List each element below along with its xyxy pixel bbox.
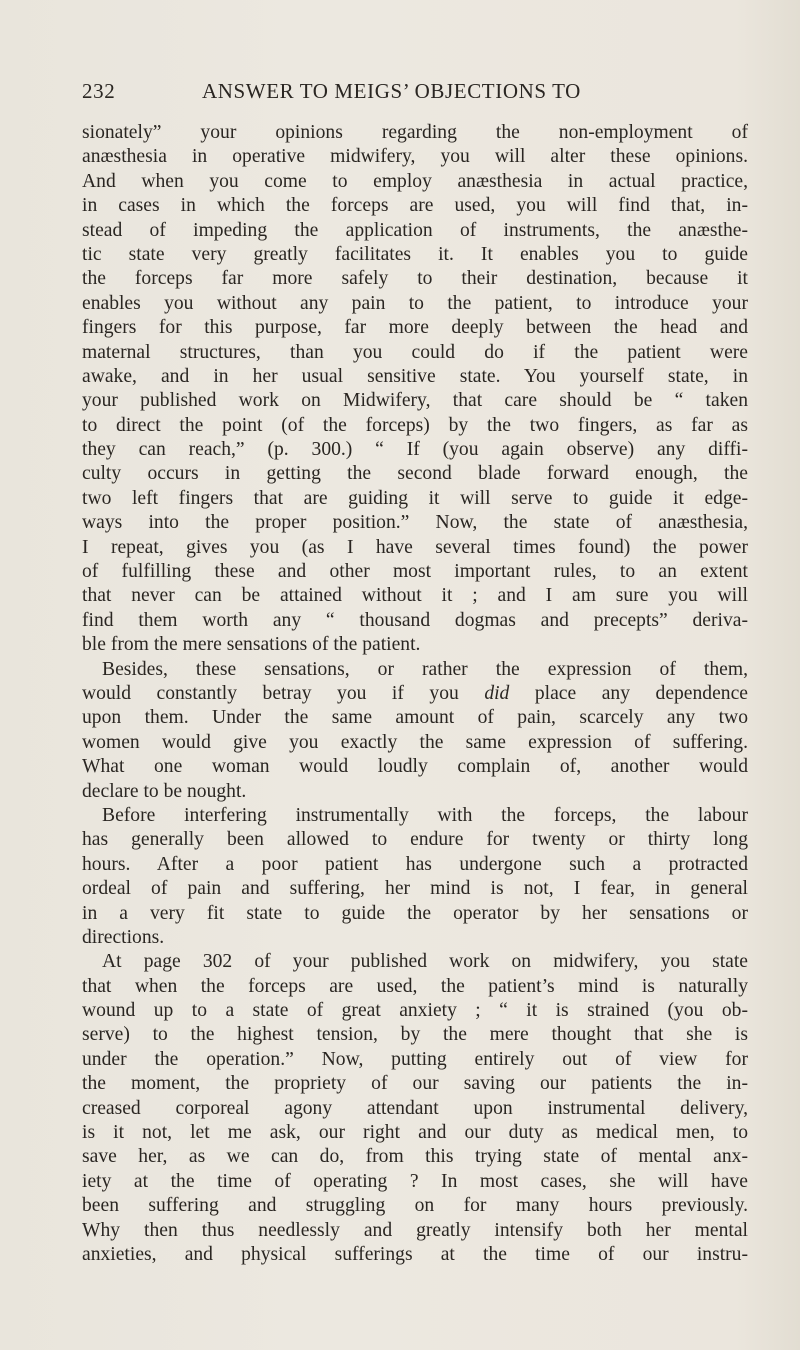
- text-line: iety at the time of operating ? In most cases, she will have: [82, 1170, 748, 1192]
- text-line: creased corporeal agony attendant upon instrumental delivery,: [82, 1097, 748, 1119]
- text-line: anxieties, and physical sufferings at the time of our instru-: [82, 1243, 748, 1265]
- text-line: ordeal of pain and suffering, her mind is not, I fear, in general: [82, 878, 748, 900]
- text-line: in a very fit state to guide the operator by her sensations or: [82, 902, 748, 924]
- text-line: in cases in which the forceps are used, you will find that, in-: [82, 195, 748, 217]
- text-line: save her, as we can do, from this trying state of mental anx-: [82, 1146, 748, 1168]
- text-line: hours. After a poor patient has undergone such a protracted: [82, 853, 748, 875]
- page-number: 232: [82, 79, 116, 103]
- text-line: the forceps far more safely to their destination, because it: [82, 268, 748, 290]
- text-line: two left fingers that are guiding it will serve to guide it edge-: [82, 487, 748, 509]
- text-line: upon them. Under the same amount of pain, scarcely any two: [82, 707, 748, 729]
- running-head: ANSWER TO MEIGS’ OBJECTIONS TO: [202, 79, 581, 103]
- text-line: Before interfering instrumentally with the forceps, the labour: [102, 804, 748, 826]
- text-line: fingers for this purpose, far more deeply between the head and: [82, 317, 748, 339]
- text-line: culty occurs in getting the second blade forward enough, the: [82, 463, 748, 485]
- text-line: anæsthesia in operative midwifery, you will alter these opinions.: [82, 146, 748, 168]
- text-line: tic state very greatly facilitates it. It enables you to guide: [82, 243, 748, 265]
- text-line: ways into the proper position.” Now, the state of anæsthesia,: [82, 512, 748, 534]
- text-line: been suffering and struggling on for many hours previously.: [82, 1195, 748, 1217]
- text-line: they can reach,” (p. 300.) “ If (you again observe) any diffi-: [82, 439, 748, 461]
- text-line: sionately” your opinions regarding the non-employment of: [82, 122, 748, 143]
- text-line: the moment, the propriety of our saving our patients the in-: [82, 1073, 748, 1095]
- body-text: [82, 121, 748, 1267]
- text-line: What one woman would loudly complain of, another would: [82, 756, 748, 778]
- text-line: Why then thus needlessly and greatly intensify both her mental: [82, 1219, 748, 1241]
- text-line: of fulfilling these and other most important rules, to an extent: [82, 561, 748, 583]
- text-line: Besides, these sensations, or rather the expression of them,: [102, 658, 748, 680]
- text-line: directions.: [82, 926, 165, 948]
- text-line: And when you come to employ anæsthesia in actual practice,: [82, 170, 748, 192]
- text-line: is it not, let me ask, our right and our duty as medical men, to: [82, 1122, 748, 1144]
- text-line: wound up to a state of great anxiety ; “ it is strained (you ob-: [82, 1000, 748, 1022]
- text-line: your published work on Midwifery, that care should be “ taken: [82, 390, 748, 412]
- text-line: would constantly betray you if you did place any dependence: [82, 682, 748, 704]
- text-line: enables you without any pain to the patient, to introduce your: [82, 292, 748, 314]
- text-line: to direct the point (of the forceps) by the two fingers, as far as: [82, 414, 748, 436]
- text-line: awake, and in her usual sensitive state. You yourself state, in: [82, 365, 748, 387]
- text-line: ble from the mere sensations of the patient.: [82, 634, 421, 656]
- text-line: that never can be attained without it ; and I am sure you will: [82, 585, 748, 607]
- text-line: I repeat, gives you (as I have several times found) the power: [82, 536, 748, 558]
- text-line: serve) to the highest tension, by the mere thought that she is: [82, 1024, 748, 1046]
- text-line: find them worth any “ thousand dogmas and precepts” deriva-: [82, 609, 748, 631]
- text-line: stead of impeding the application of instruments, the anæsthe-: [82, 219, 748, 241]
- text-line: declare to be nought.: [82, 780, 247, 802]
- text-line: that when the forceps are used, the patient’s mind is naturally: [82, 975, 748, 997]
- italic-word: did: [484, 682, 510, 704]
- text-line: women would give you exactly the same expression of suffering.: [82, 731, 748, 753]
- text-line: maternal structures, than you could do if the patient were: [82, 341, 748, 363]
- text-line: under the operation.” Now, putting entirely out of view for: [82, 1048, 748, 1070]
- text-line: has generally been allowed to endure for twenty or thirty long: [82, 829, 748, 851]
- text-line: At page 302 of your published work on midwifery, you state: [102, 951, 748, 973]
- page-header: [82, 79, 722, 105]
